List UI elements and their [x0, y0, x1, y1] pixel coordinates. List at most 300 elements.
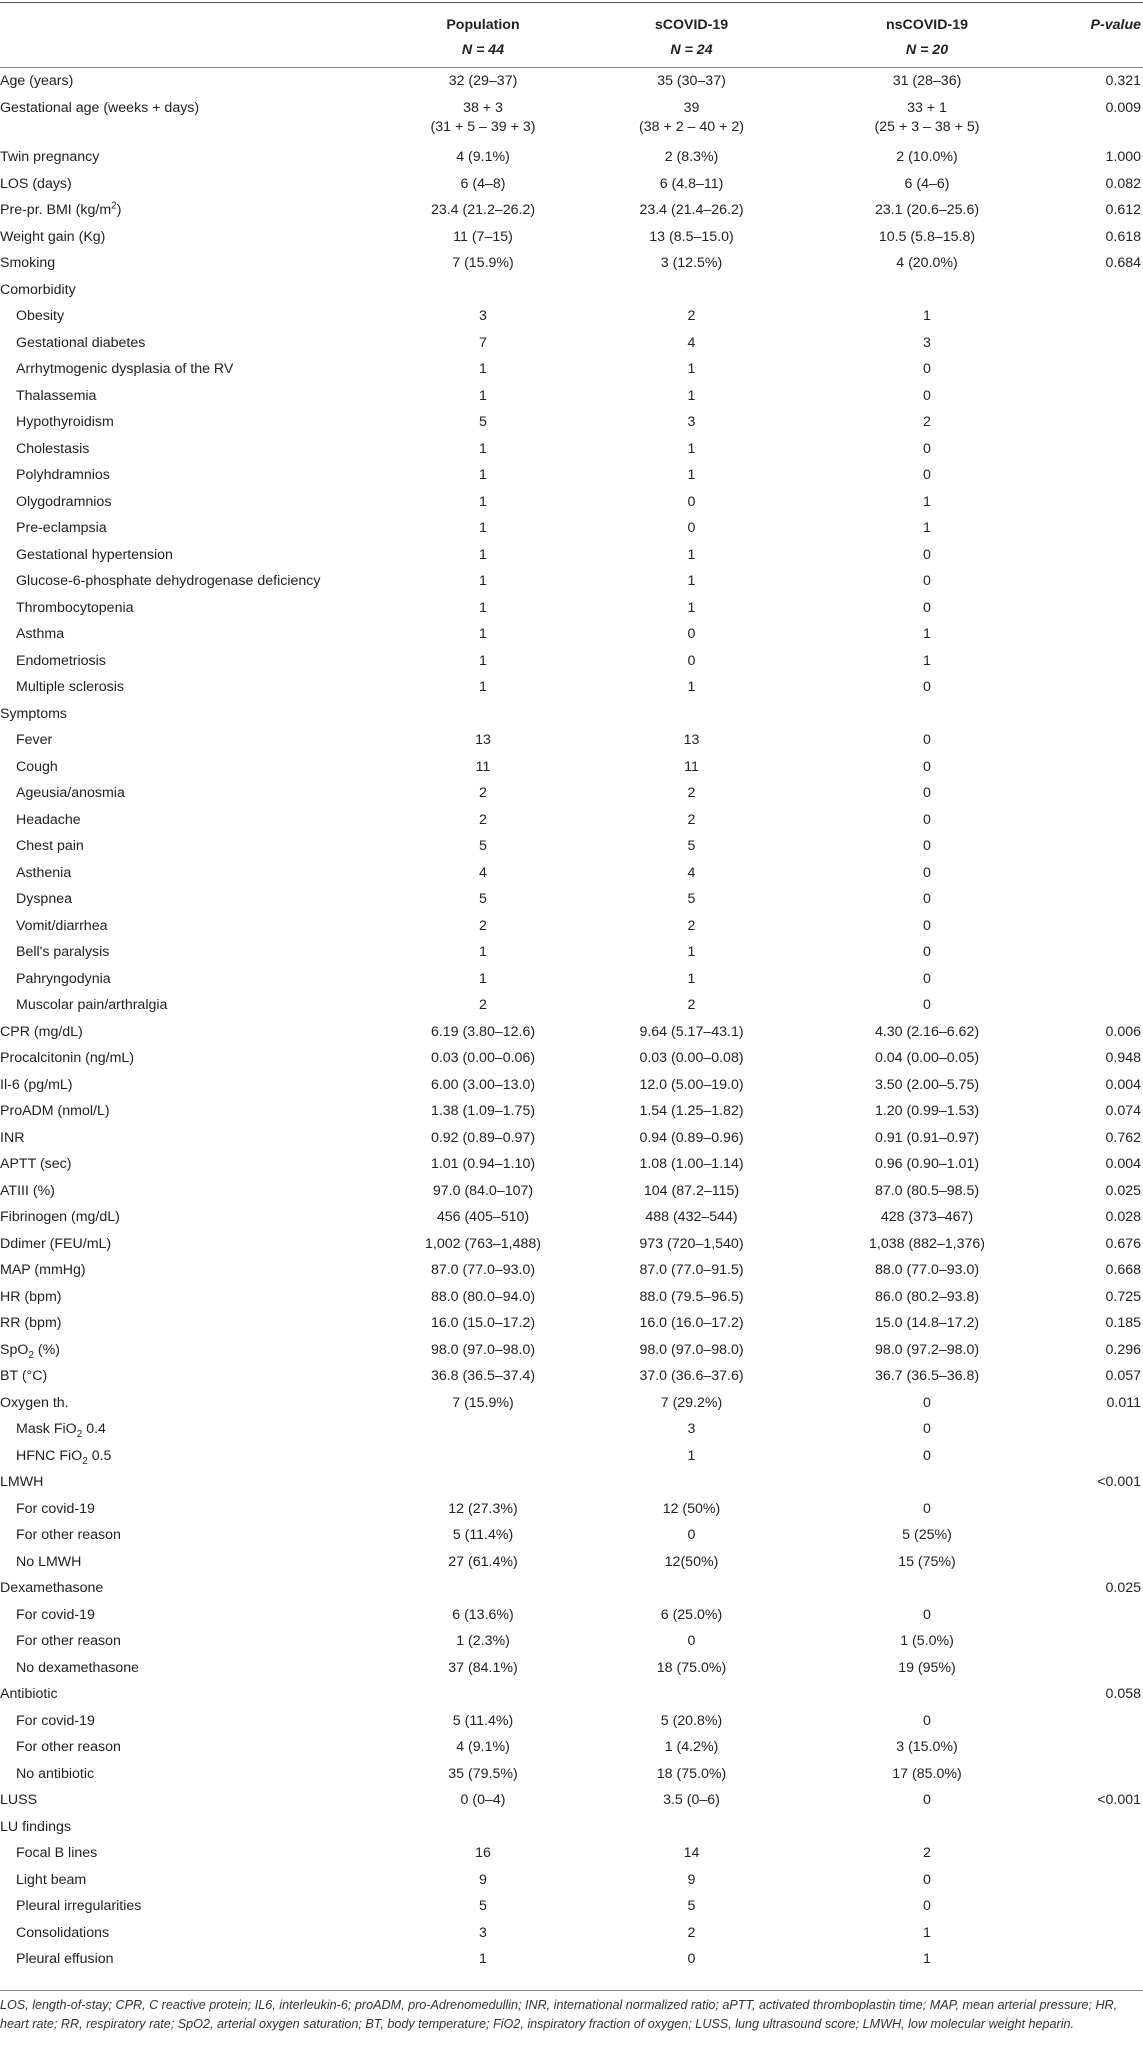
table-row [0, 516, 1143, 543]
scovid-cell: 2 [687, 308, 696, 325]
nscovid-cell: 0 [923, 440, 931, 457]
p-value-cell [1051, 595, 1143, 622]
row-label: Comorbidity [0, 281, 76, 298]
header-n-blank [0, 39, 386, 68]
scovid-cell [580, 1682, 803, 1709]
scovid-cell: 0 [687, 520, 696, 537]
population-cell [386, 1443, 580, 1470]
row-label: Muscolar pain/arthralgia [16, 997, 168, 1014]
population-cell [386, 1576, 580, 1603]
p-value-cell: 0.004 [1105, 1156, 1141, 1173]
nscovid-cell: 0 [923, 1898, 931, 1915]
table-row [0, 728, 1143, 755]
scovid-cell: 14 [683, 1845, 700, 1862]
row-label: Ddimer (FEU/mL) [0, 1235, 112, 1252]
population-cell: 4 [479, 864, 487, 881]
scovid-cell: 2 (8.3%) [664, 149, 719, 166]
row-label: Polyhdramnios [16, 467, 110, 484]
scovid-cell: 1 [687, 573, 696, 590]
scovid-cell: 4 [687, 864, 696, 881]
row-label: Light beam [16, 1871, 87, 1888]
scovid-cell: 1 [687, 361, 696, 378]
row-label: Antibiotic [0, 1686, 58, 1703]
row-label: For other reason [16, 1527, 121, 1544]
scovid-cell [580, 277, 803, 304]
nscovid-cell: 1 [923, 626, 931, 643]
scovid-cell: 35 (30–37) [657, 72, 726, 89]
nscovid-cell: 0 [923, 1871, 931, 1888]
row-label: Pleural irregularities [16, 1898, 142, 1915]
population-cell: 5 (11.4%) [452, 1527, 514, 1544]
p-value-cell [1051, 834, 1143, 861]
p-value-cell [1051, 913, 1143, 940]
nscovid-cell: 3.50 (2.00–5.75) [874, 1076, 980, 1093]
nscovid-cell: 0 [923, 944, 931, 961]
population-cell: 1 [479, 467, 487, 484]
nscovid-cell: 1 [923, 520, 931, 537]
row-label: Fibrinogen (mg/dL) [0, 1209, 120, 1226]
table-row [0, 1761, 1143, 1788]
scovid-cell: 0 [687, 493, 696, 510]
scovid-cell: 1 [687, 944, 696, 961]
scovid-cell: 1 [687, 679, 696, 696]
p-value-cell [1051, 1602, 1143, 1629]
population-cell: 16 [475, 1845, 491, 1862]
row-label: CPR (mg/dL) [0, 1023, 83, 1040]
population-cell: 1 [479, 520, 487, 537]
p-value-cell: 0.028 [1105, 1209, 1141, 1226]
population-cell: 1.38 (1.09–1.75) [430, 1103, 536, 1120]
population-cell: 87.0 (77.0–93.0) [430, 1262, 536, 1279]
population-cell: 38 + 3 (31 + 5 – 39 + 3) [430, 99, 536, 135]
row-label: Pleural effusion [16, 1951, 114, 1968]
nscovid-cell: 6 (4–6) [904, 175, 950, 192]
row-label: Vomit/diarrhea [16, 917, 108, 934]
table-row [0, 1125, 1143, 1152]
population-cell: 5 [479, 414, 487, 431]
p-value-cell [1051, 357, 1143, 384]
row-label: INR [0, 1129, 25, 1146]
scovid-cell: 6 (25.0%) [660, 1606, 723, 1623]
table-row [0, 1894, 1143, 1921]
nscovid-cell: 0 [923, 838, 931, 855]
table-row [0, 1152, 1143, 1179]
table-row [0, 95, 1143, 145]
footnote: LOS, length-of-stay; CPR, C reactive protein; IL6, interleukin-6; proADM, pro-Adrenomedullin; INR, international normalized ratio; aPTT, activated thromboplastin time; MAP, mean arterial pressure; HR, heart rate; RR, respiratory rate; SpO2, arterial oxygen saturation; BT, body temperature; FiO2, inspiratory fraction of oxygen; LUSS, lung ultrasound score; LMWH, low molecular weight heparin. [0, 1998, 1118, 2031]
p-value-cell [1051, 542, 1143, 569]
population-cell [386, 701, 580, 728]
scovid-cell: 0.94 (0.89–0.96) [639, 1129, 744, 1146]
scovid-cell: 7 (29.2%) [660, 1394, 723, 1411]
population-cell: 11 [475, 758, 491, 775]
scovid-cell: 1.54 (1.25–1.82) [639, 1103, 744, 1120]
header-population: Population [446, 17, 520, 33]
scovid-cell: 13 [683, 732, 700, 749]
row-label: Thrombocytopenia [16, 599, 134, 616]
table-row [0, 171, 1143, 198]
row-label: For covid-19 [16, 1712, 95, 1729]
header-p-value: P-value [1090, 17, 1141, 33]
nscovid-cell: 1 [923, 1924, 931, 1941]
p-value-cell: 0.612 [1105, 202, 1141, 219]
nscovid-cell: 0 [923, 1606, 931, 1623]
population-cell: 97.0 (84.0–107) [432, 1182, 534, 1199]
p-value-cell [1051, 1443, 1143, 1470]
nscovid-cell: 0 [923, 387, 931, 404]
p-value-cell [1051, 463, 1143, 490]
population-cell: 1 [479, 440, 487, 457]
scovid-cell: 3 [687, 414, 696, 431]
nscovid-cell: 5 (25%) [902, 1527, 952, 1544]
population-cell: 1 [479, 626, 487, 643]
population-cell: 1,002 (763–1,488) [425, 1235, 541, 1252]
row-label: APTT (sec) [0, 1156, 72, 1173]
nscovid-cell: 0 [923, 361, 931, 378]
row-label: For covid-19 [16, 1606, 95, 1623]
nscovid-cell: 0 [923, 732, 931, 749]
nscovid-cell: 1.20 (0.99–1.53) [874, 1103, 980, 1120]
p-value-cell: 0.082 [1105, 175, 1141, 192]
table-row [0, 1019, 1143, 1046]
row-label: Bell's paralysis [16, 944, 110, 961]
population-cell: 1 [479, 970, 487, 987]
population-cell: 1 [479, 493, 487, 510]
nscovid-cell: 15 (75%) [898, 1553, 956, 1570]
scovid-cell: 9.64 (5.17–43.1) [639, 1023, 744, 1040]
row-label: BT (°C) [0, 1368, 48, 1385]
header-row [0, 6, 1143, 39]
scovid-cell: 87.0 (77.0–91.5) [639, 1262, 744, 1279]
scovid-cell: 23.4 (21.4–26.2) [639, 202, 744, 219]
population-cell: 4 (9.1%) [456, 1739, 510, 1756]
table-row [0, 1735, 1143, 1762]
row-label: MAP (mmHg) [0, 1262, 86, 1279]
nscovid-cell: 4.30 (2.16–6.62) [874, 1023, 980, 1040]
table-row [0, 1311, 1143, 1338]
nscovid-cell: 0 [923, 785, 931, 802]
nscovid-cell [803, 701, 1051, 728]
nscovid-cell: 1,038 (882–1,376) [869, 1235, 985, 1252]
table-row [0, 1602, 1143, 1629]
nscovid-cell: 0 [923, 546, 931, 563]
table-row [0, 1523, 1143, 1550]
top-rule [0, 2, 1143, 3]
table-row [0, 675, 1143, 702]
table-row [0, 1708, 1143, 1735]
scovid-cell: 2 [687, 997, 696, 1014]
scovid-cell: 18 (75.0%) [656, 1659, 727, 1676]
scovid-cell: 0 [687, 1527, 696, 1544]
scovid-cell: 3 (12.5%) [660, 255, 723, 272]
p-value-cell: 0.057 [1105, 1368, 1141, 1385]
p-value-cell: 0.762 [1105, 1129, 1141, 1146]
nscovid-cell: 98.0 (97.2–98.0) [874, 1341, 980, 1358]
scovid-cell: 0 [687, 626, 696, 643]
p-value-cell: 0.321 [1105, 72, 1141, 89]
population-cell: 88.0 (80.0–94.0) [430, 1288, 536, 1305]
p-value-cell [1051, 489, 1143, 516]
row-label: Ageusia/anosmia [16, 785, 125, 802]
nscovid-cell: 428 (373–467) [880, 1209, 974, 1226]
p-value-cell: 0.025 [1105, 1580, 1141, 1597]
scovid-cell: 4 [687, 334, 696, 351]
table-row [0, 781, 1143, 808]
header-n-row [0, 39, 1143, 68]
table-row [0, 330, 1143, 357]
nscovid-cell: 23.1 (20.6–25.6) [874, 202, 980, 219]
scovid-cell: 5 (20.8%) [660, 1712, 723, 1729]
population-cell: 12 (27.3%) [448, 1500, 518, 1517]
row-label: HFNC FiO$_2$ 0.5 [16, 1447, 112, 1467]
row-label: Pre-pr. BMI $(kg/m^2)$ [0, 200, 122, 219]
row-label: LMWH [0, 1474, 44, 1491]
population-cell: 2 [479, 811, 487, 828]
row-label: Endometriosis [16, 652, 106, 669]
p-value-cell [1051, 1496, 1143, 1523]
p-value-cell: <0.001 [1097, 1474, 1141, 1491]
p-value-cell [1051, 1523, 1143, 1550]
p-value-cell: 0.074 [1105, 1103, 1141, 1120]
population-cell: 35 (79.5%) [448, 1765, 518, 1782]
population-cell: 23.4 (21.2–26.2) [430, 202, 536, 219]
p-value-cell [1051, 1417, 1143, 1444]
row-label: LU findings [0, 1818, 71, 1835]
table-row [0, 860, 1143, 887]
population-cell: 5 [479, 891, 487, 908]
nscovid-cell: 0 [923, 891, 931, 908]
table-row [0, 1867, 1143, 1894]
p-value-cell [1051, 728, 1143, 755]
population-cell: 1 [479, 944, 487, 961]
table-row [0, 251, 1143, 278]
p-value-cell [1051, 330, 1143, 357]
scovid-cell: 1 [687, 387, 696, 404]
scovid-cell: 1 [687, 599, 696, 616]
table-row [0, 304, 1143, 331]
table-row [0, 648, 1143, 675]
nscovid-cell: 0 [923, 1421, 931, 1438]
nscovid-cell: 0 [923, 599, 931, 616]
p-value-cell: 0.296 [1105, 1341, 1141, 1358]
population-cell: 5 [479, 1898, 487, 1915]
scovid-cell: 1 [687, 467, 696, 484]
scovid-cell: 88.0 (79.5–96.5) [639, 1288, 744, 1305]
header-label-col [0, 6, 386, 39]
scovid-cell: 3 [687, 1421, 696, 1438]
nscovid-cell: 0.04 (0.00–0.05) [874, 1050, 980, 1067]
p-value-cell [1051, 1947, 1143, 1974]
nscovid-cell: 36.7 (36.5–36.8) [874, 1368, 980, 1385]
p-value-cell: 0.185 [1105, 1315, 1141, 1332]
scovid-cell: 2 [687, 1924, 696, 1941]
header-n-pvalue [1051, 39, 1143, 68]
nscovid-cell: 0 [923, 1447, 931, 1464]
table-row [0, 224, 1143, 251]
table-row [0, 1046, 1143, 1073]
row-label: Arrhytmogenic dysplasia of the RV [16, 361, 234, 378]
population-cell: 7 (15.9%) [452, 1394, 514, 1411]
row-label: RR (bpm) [0, 1315, 62, 1332]
row-label: Dexamethasone [0, 1580, 104, 1597]
row-label: Oxygen th. [0, 1394, 69, 1411]
nscovid-cell: 0 [923, 467, 931, 484]
population-cell: 456 (405–510) [436, 1209, 530, 1226]
table-row [0, 436, 1143, 463]
row-label: Thalassemia [16, 387, 97, 404]
p-value-cell: 0.004 [1105, 1076, 1141, 1093]
population-cell: 6 (13.6%) [452, 1606, 514, 1623]
p-value-cell [1051, 516, 1143, 543]
p-value-cell: 0.725 [1105, 1288, 1141, 1305]
nscovid-cell: 0 [923, 1792, 931, 1809]
p-value-cell: 0.011 [1106, 1394, 1141, 1411]
scovid-cell: 18 (75.0%) [656, 1765, 727, 1782]
population-cell: 9 [479, 1871, 487, 1888]
scovid-cell: 12(50%) [664, 1553, 719, 1570]
population-cell: 4 (9.1%) [456, 149, 510, 166]
population-cell: 36.8 (36.5–37.4) [430, 1368, 536, 1385]
table-row [0, 966, 1143, 993]
table-row [0, 1655, 1143, 1682]
row-label: For other reason [16, 1633, 121, 1650]
scovid-cell: 0.03 (0.00–0.08) [639, 1050, 744, 1067]
nscovid-cell: 3 (15.0%) [896, 1739, 958, 1756]
nscovid-cell: 10.5 (5.8–15.8) [878, 228, 976, 245]
row-label: Smoking [0, 255, 56, 272]
population-cell [386, 1814, 580, 1841]
row-label: Asthenia [16, 864, 72, 881]
table-row [0, 1231, 1143, 1258]
table-row [0, 701, 1143, 728]
nscovid-cell [803, 1576, 1051, 1603]
row-label: Hypothyroidism [16, 414, 114, 431]
scovid-cell: 104 (87.2–115) [643, 1182, 740, 1199]
scovid-cell: 98.0 (97.0–98.0) [639, 1341, 744, 1358]
p-value-cell [1051, 1708, 1143, 1735]
nscovid-cell [803, 277, 1051, 304]
table-row [0, 1549, 1143, 1576]
scovid-cell [580, 701, 803, 728]
p-value-cell [1051, 860, 1143, 887]
nscovid-cell: 33 + 1 (25 + 3 – 38 + 5) [874, 99, 980, 135]
table-row [0, 1470, 1143, 1497]
population-cell: 2 [479, 917, 487, 934]
p-value-cell: 0.009 [1105, 99, 1141, 116]
row-label: Cough [16, 758, 58, 775]
population-cell: 1 [479, 546, 487, 563]
nscovid-cell: 1 [923, 308, 931, 325]
population-cell: 37 (84.1%) [448, 1659, 518, 1676]
p-value-cell [1051, 1841, 1143, 1868]
header-nscovid: nsCOVID-19 [886, 17, 968, 33]
nscovid-cell: 1 [923, 1951, 931, 1968]
p-value-cell: 0.025 [1105, 1182, 1141, 1199]
row-label: Headache [16, 811, 81, 828]
population-cell [386, 1470, 580, 1497]
nscovid-cell: 1 [923, 652, 931, 669]
table-row [0, 887, 1143, 914]
row-label: Olygodramnios [16, 493, 112, 510]
scovid-cell: 0 [687, 652, 696, 669]
nscovid-cell: 0 [923, 1500, 931, 1517]
p-value-cell [1051, 701, 1143, 728]
p-value-cell [1051, 277, 1143, 304]
p-value-cell [1051, 966, 1143, 993]
row-label: Asthma [16, 626, 65, 643]
nscovid-cell: 2 (10.0%) [896, 149, 958, 166]
population-cell: 6 (4–8) [460, 175, 506, 192]
table-row [0, 198, 1143, 225]
row-label: Dyspnea [16, 891, 72, 908]
p-value-cell [1051, 1761, 1143, 1788]
population-cell [386, 277, 580, 304]
population-cell: 1 [479, 573, 487, 590]
table-row [0, 1178, 1143, 1205]
table-row [0, 542, 1143, 569]
nscovid-cell: 0 [923, 1394, 931, 1411]
p-value-cell [1051, 1549, 1143, 1576]
nscovid-cell: 3 [923, 334, 931, 351]
scovid-cell: 13 (8.5–15.0) [649, 228, 734, 245]
row-label: Procalcitonin (ng/mL) [0, 1050, 135, 1067]
table-row [0, 754, 1143, 781]
p-value-cell: 0.668 [1105, 1262, 1141, 1279]
header-n-nscovid: N = 20 [803, 39, 1051, 68]
row-label: Age (years) [0, 72, 74, 89]
table-row [0, 1576, 1143, 1603]
p-value-cell [1051, 940, 1143, 967]
row-label: Gestational diabetes [16, 334, 146, 351]
p-value-cell: 0.948 [1105, 1050, 1141, 1067]
scovid-cell [580, 1576, 803, 1603]
nscovid-cell: 0 [923, 573, 931, 590]
population-cell: 13 [475, 732, 491, 749]
row-label: Gestational hypertension [16, 546, 173, 563]
nscovid-cell: 86.0 (80.2–93.8) [874, 1288, 980, 1305]
row-label: Mask FiO$_2$ 0.4 [16, 1421, 106, 1441]
population-cell: 1 [479, 387, 487, 404]
table-row [0, 569, 1143, 596]
table-row [0, 1947, 1143, 1974]
population-cell: 1 [479, 679, 487, 696]
header-n-population: N = 44 [386, 39, 580, 68]
scovid-cell: 973 (720–1,540) [639, 1235, 744, 1252]
table-row [0, 1788, 1143, 1815]
p-value-cell [1051, 1655, 1143, 1682]
p-value-cell [1051, 622, 1143, 649]
table-row [0, 1390, 1143, 1417]
p-value-cell [1051, 410, 1143, 437]
row-label: Consolidations [16, 1924, 110, 1941]
row-label: SpO$_2$ (%) [0, 1341, 60, 1361]
nscovid-cell: 0.91 (0.91–0.97) [874, 1129, 980, 1146]
row-label: For other reason [16, 1739, 121, 1756]
population-cell: 1 [479, 652, 487, 669]
population-cell: 7 [479, 334, 487, 351]
nscovid-cell: 2 [923, 1845, 931, 1862]
row-label: HR (bpm) [0, 1288, 62, 1305]
table-row [0, 1629, 1143, 1656]
population-cell: 0 (0–4) [460, 1792, 506, 1809]
scovid-cell: 2 [687, 917, 696, 934]
p-value-cell [1051, 754, 1143, 781]
scovid-cell: 16.0 (16.0–17.2) [639, 1315, 744, 1332]
population-cell: 7 (15.9%) [452, 255, 514, 272]
scovid-cell: 6 (4.8–11) [659, 175, 724, 192]
population-cell [386, 1682, 580, 1709]
nscovid-cell [803, 1682, 1051, 1709]
row-label: Pahryngodynia [16, 970, 111, 987]
